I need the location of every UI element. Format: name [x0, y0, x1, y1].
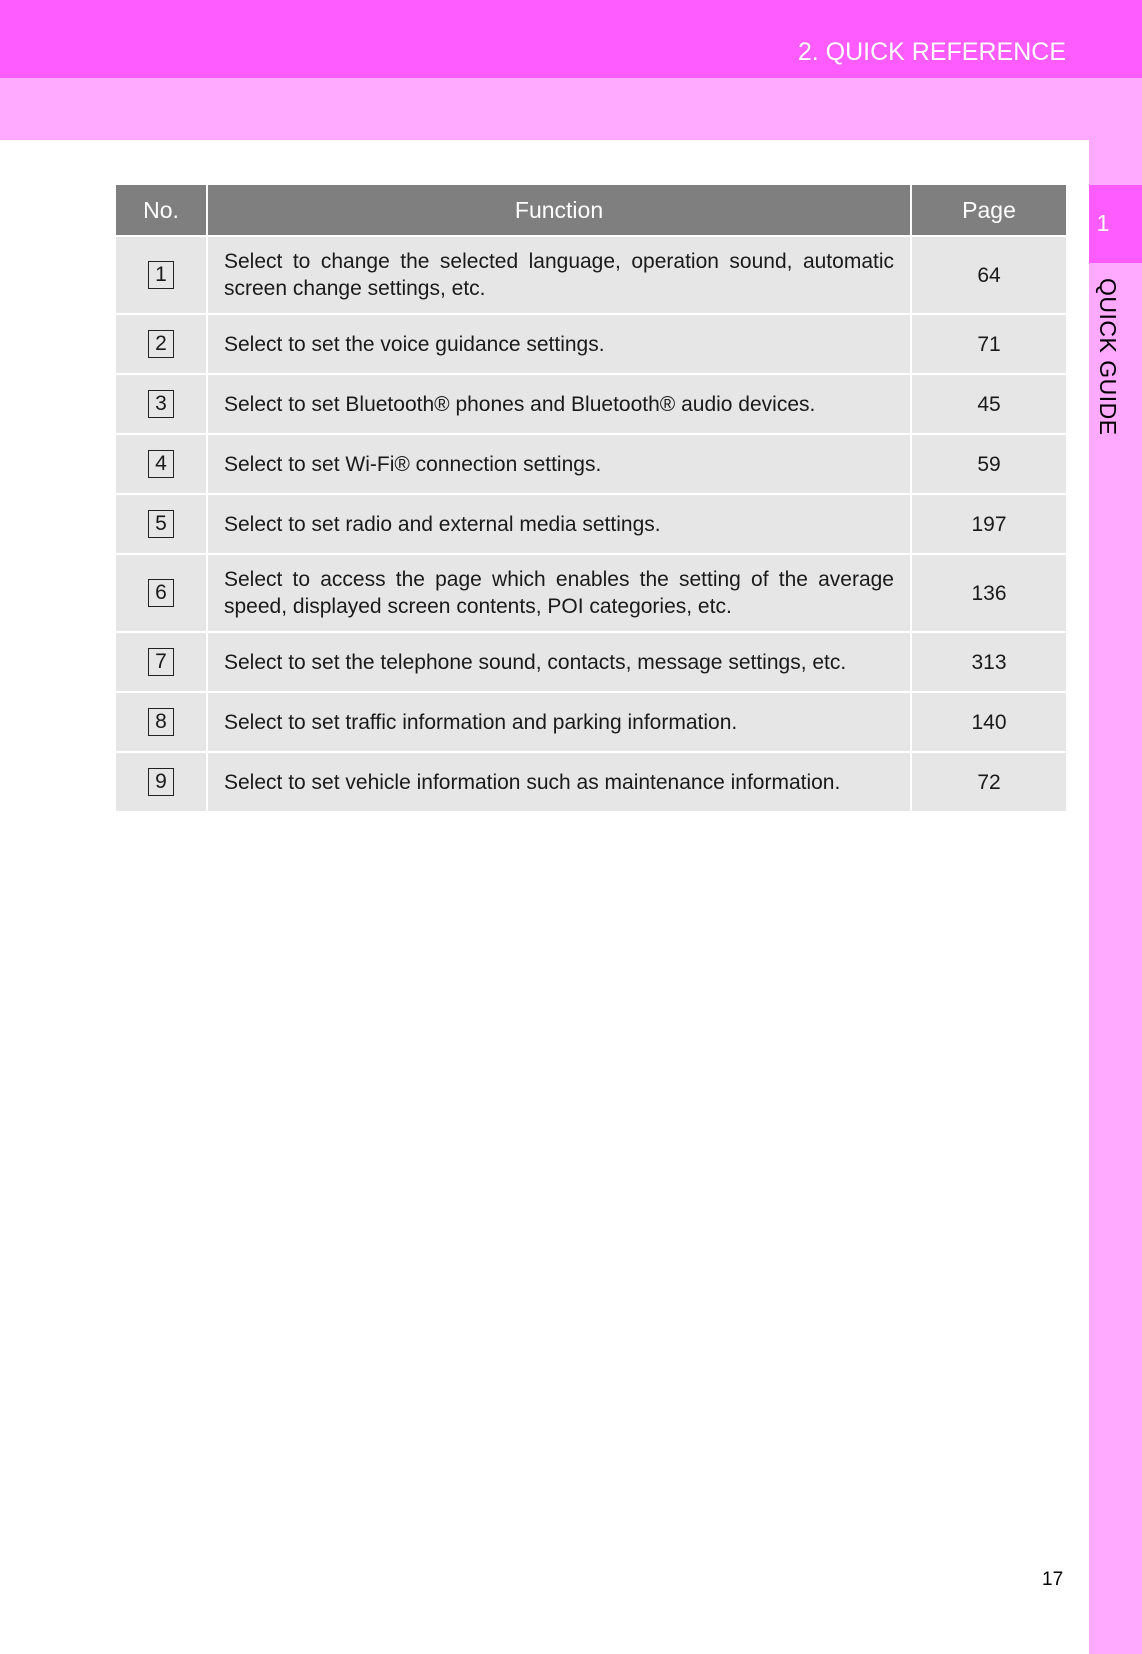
row-page: 140 — [911, 692, 1066, 752]
row-number: 3 — [148, 390, 174, 418]
row-number: 6 — [148, 579, 174, 607]
row-page: 136 — [911, 554, 1066, 632]
table-row — [116, 434, 1066, 494]
row-page: 197 — [911, 494, 1066, 554]
row-number-cell — [116, 434, 207, 494]
row-function: Select to set radio and external media settings. — [207, 494, 911, 554]
row-function: Select to set vehicle information such as maintenance information. — [207, 752, 911, 811]
table-header-row — [116, 185, 1066, 236]
row-number-cell — [116, 692, 207, 752]
row-number-cell — [116, 752, 207, 811]
page-number: 17 — [1042, 1569, 1064, 1590]
row-number: 5 — [148, 510, 174, 538]
table-row — [116, 374, 1066, 434]
row-function: Select to set traffic information and parking information. — [207, 692, 911, 752]
row-function: Select to set Bluetooth® phones and Bluetooth® audio devices. — [207, 374, 911, 434]
row-number-cell — [116, 554, 207, 632]
row-function: Select to set the telephone sound, contacts, message settings, etc. — [207, 632, 911, 692]
chapter-tab-number: 1 — [1096, 210, 1110, 236]
quick-reference-table — [116, 185, 1066, 811]
row-page: 59 — [911, 434, 1066, 494]
row-number: 7 — [148, 648, 174, 676]
header-page: Page — [911, 185, 1066, 236]
row-function: Select to change the selected language, operation sound, automatic screen change settings, etc. — [207, 236, 911, 314]
table-row — [116, 752, 1066, 811]
table-row — [116, 632, 1066, 692]
row-number-cell — [116, 314, 207, 374]
row-number-cell — [116, 632, 207, 692]
row-page: 64 — [911, 236, 1066, 314]
row-number-cell — [116, 494, 207, 554]
header-function: Function — [207, 185, 911, 236]
row-number: 9 — [148, 768, 174, 796]
row-page: 71 — [911, 314, 1066, 374]
row-number: 2 — [148, 330, 174, 358]
section-title: 2. QUICK REFERENCE — [797, 38, 1066, 66]
row-function: Select to set the voice guidance settings. — [207, 314, 911, 374]
table-row — [116, 692, 1066, 752]
row-number-cell — [116, 236, 207, 314]
row-page: 72 — [911, 752, 1066, 811]
table-row — [116, 314, 1066, 374]
row-function: Select to access the page which enables the setting of the average speed, displayed screen contents, POI categories, etc. — [207, 554, 911, 632]
row-number: 4 — [148, 450, 174, 478]
table-row — [116, 554, 1066, 632]
header-no: No. — [116, 185, 207, 236]
row-function: Select to set Wi-Fi® connection settings. — [207, 434, 911, 494]
header-band — [0, 78, 1142, 140]
row-page: 45 — [911, 374, 1066, 434]
row-number: 1 — [148, 261, 174, 289]
chapter-tab-label: QUICK GUIDE — [1095, 278, 1121, 436]
row-number: 8 — [148, 708, 174, 736]
table-row — [116, 494, 1066, 554]
table-row — [116, 236, 1066, 314]
row-page: 313 — [911, 632, 1066, 692]
row-number-cell — [116, 374, 207, 434]
